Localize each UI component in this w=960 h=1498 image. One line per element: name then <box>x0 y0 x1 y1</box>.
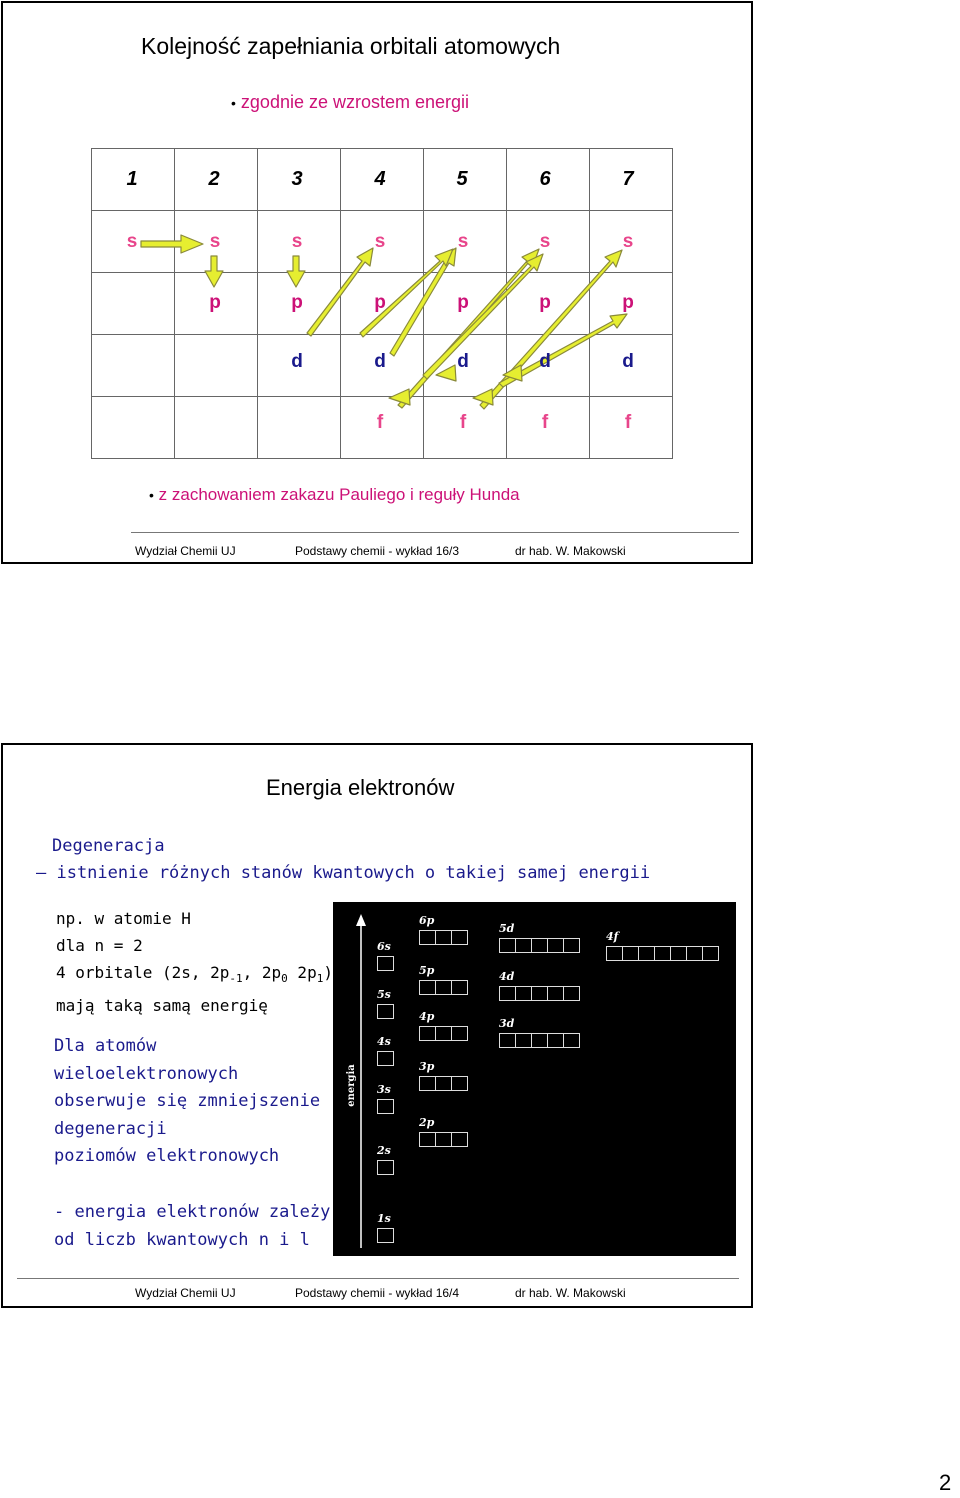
level-2p-box-3 <box>451 1132 468 1147</box>
orb-4p: p <box>374 292 386 313</box>
level-3d-box-5 <box>563 1033 580 1048</box>
level-1s-label: 1s <box>377 1212 391 1225</box>
sub-minus1: -1 <box>229 972 243 986</box>
level-4d-box-5 <box>563 986 580 1001</box>
orb-5p: p <box>457 292 469 313</box>
example-line-4: mają taką samą energię <box>56 996 268 1016</box>
orb-4f: f <box>376 412 384 433</box>
level-6p-box-3 <box>451 930 468 945</box>
footer-rule <box>17 1278 739 1279</box>
col-header-4: 4 <box>374 168 386 190</box>
bullet-dot: • <box>149 487 154 503</box>
level-3s-box <box>377 1099 394 1114</box>
page-number: 2 <box>939 1470 952 1495</box>
level-3p-box-3 <box>451 1076 468 1091</box>
level-5d-box-5 <box>563 938 580 953</box>
orb-6s: s <box>539 231 551 252</box>
level-4d-box-4 <box>547 986 564 1001</box>
sub-1: 1 <box>316 972 324 986</box>
level-3p-box-1 <box>419 1076 436 1091</box>
level-5d-box-2 <box>515 938 532 953</box>
bullet-energy-text: zgodnie ze wzrostem energii <box>240 92 470 112</box>
orb-4d: d <box>374 351 386 372</box>
dependency-block <box>54 1199 330 1254</box>
arrow-2s-2p <box>205 256 223 287</box>
example-block <box>56 905 333 1019</box>
level-5d-label: 5d <box>499 922 515 935</box>
level-4d-box-1 <box>499 986 516 1001</box>
level-6p-label: 6p <box>419 914 435 927</box>
multi-line-5: poziomów elektronowych <box>54 1146 280 1166</box>
level-4f-box-4 <box>654 946 671 961</box>
orb-6f: f <box>541 412 549 433</box>
bullet-pauli-text: z zachowaniem zakazu Pauliego i reguły Hunda <box>158 485 520 504</box>
level-4f-box-3 <box>638 946 655 961</box>
level-3d-label: 3d <box>499 1017 515 1030</box>
level-4d-box-2 <box>515 986 532 1001</box>
level-2s-label: 2s <box>377 1144 391 1157</box>
example-line-3-a: 4 orbitale (2s, 2p <box>56 963 230 982</box>
orb-3s: s <box>291 231 303 252</box>
level-3d-box-1 <box>499 1033 516 1048</box>
level-4p-label: 4p <box>419 1010 435 1023</box>
example-line-3-b: , 2p <box>242 963 282 982</box>
level-4f-box-6 <box>686 946 703 961</box>
level-2p-box-2 <box>435 1132 452 1147</box>
level-1s-box <box>377 1228 394 1243</box>
level-4d-box-3 <box>531 986 548 1001</box>
level-2p-label: 2p <box>419 1116 435 1129</box>
level-5d-box-4 <box>547 938 564 953</box>
footer-right: dr hab. W. Makowski <box>515 544 626 558</box>
col-header-5: 5 <box>456 168 468 190</box>
multi-line-4: degeneracji <box>54 1118 167 1139</box>
level-2p-box-1 <box>419 1132 436 1147</box>
level-4f-label: 4f <box>606 930 619 943</box>
footer-center: Podstawy chemii - wykład 16/3 <box>295 544 460 558</box>
level-3p-box-2 <box>435 1076 452 1091</box>
level-6p-box-2 <box>435 930 452 945</box>
footer-left: Wydział Chemii UJ <box>135 1286 236 1300</box>
bullet-pauli <box>149 485 520 505</box>
slide-1 <box>1 1 753 564</box>
level-3d-box-3 <box>531 1033 548 1048</box>
level-5s-label: 5s <box>377 988 391 1001</box>
level-5p-label: 5p <box>419 964 435 977</box>
dependency-line-2: od liczb kwantowych n i l <box>54 1229 310 1250</box>
orb-7f: f <box>624 412 632 433</box>
level-2s-box <box>377 1160 394 1175</box>
orb-5f: f <box>459 412 467 433</box>
level-5d-box-3 <box>531 938 548 953</box>
degeneracy-heading: Degeneracja <box>52 836 165 856</box>
level-4s-label: 4s <box>377 1035 391 1048</box>
col-header-1: 1 <box>126 168 138 190</box>
level-5p-box-2 <box>435 980 452 995</box>
orb-7d: d <box>622 351 634 372</box>
orb-2s: s <box>209 231 221 252</box>
orb-4s: s <box>374 231 386 252</box>
energy-level-diagram <box>333 902 736 1256</box>
orb-7p: p <box>622 292 634 313</box>
slide-1-title: Kolejność zapełniania orbitali atomowych <box>141 33 561 59</box>
level-4s-box <box>377 1051 394 1066</box>
example-line-3-c: 2p <box>287 963 317 982</box>
slide-2-title: Energia elektronów <box>266 775 455 800</box>
orb-3p: p <box>291 292 303 313</box>
level-4p-box-1 <box>419 1026 436 1041</box>
col-header-2: 2 <box>208 168 220 190</box>
level-5s-box <box>377 1004 394 1019</box>
example-line-3-d: ) <box>323 963 333 982</box>
level-4f-box-7 <box>702 946 719 961</box>
footer-rule <box>131 532 739 533</box>
bullet-dot: • <box>231 95 236 111</box>
level-6p-box-1 <box>419 930 436 945</box>
multi-line-2: wieloelektronowych <box>54 1063 239 1084</box>
orb-3d: d <box>291 351 303 372</box>
level-4p-box-3 <box>451 1026 468 1041</box>
level-3d-box-4 <box>547 1033 564 1048</box>
example-line-2: dla n = 2 <box>56 936 143 955</box>
orb-5d: d <box>457 351 469 372</box>
level-5d-box-1 <box>499 938 516 953</box>
level-5p-box-1 <box>419 980 436 995</box>
footer-left: Wydział Chemii UJ <box>135 544 236 558</box>
orb-7s: s <box>622 231 634 252</box>
arrow-3p-4s <box>307 248 373 336</box>
slide-2 <box>1 743 753 1308</box>
level-6s-label: 6s <box>377 940 391 953</box>
level-3p-label: 3p <box>419 1060 435 1073</box>
level-4f-box-1 <box>606 946 623 961</box>
level-6s-box <box>377 956 394 971</box>
degeneracy-definition: – istnienie różnych stanów kwantowych o takiej samej energii <box>36 863 651 883</box>
level-4f-box-5 <box>670 946 687 961</box>
multi-line-1: Dla atomów <box>54 1036 157 1056</box>
orb-6p: p <box>539 292 551 313</box>
arrow-1s-2s <box>141 235 203 253</box>
energy-axis-label: energia <box>345 1064 357 1107</box>
col-header-7: 7 <box>622 168 634 190</box>
arrow-3s-3p <box>287 256 305 287</box>
orb-2p: p <box>209 292 221 313</box>
level-3s-label: 3s <box>377 1083 391 1096</box>
multi-line-3: obserwuje się zmniejszenie <box>54 1091 321 1111</box>
level-5p-box-3 <box>451 980 468 995</box>
level-4f-box-2 <box>622 946 639 961</box>
level-4d-label: 4d <box>499 970 515 983</box>
col-header-6: 6 <box>539 168 551 190</box>
col-header-3: 3 <box>291 168 303 190</box>
level-4p-box-2 <box>435 1026 452 1041</box>
multi-electron-block <box>54 1033 320 1171</box>
sub-0: 0 <box>281 972 288 986</box>
orb-1s: s <box>126 231 138 252</box>
footer-center: Podstawy chemii - wykład 16/4 <box>295 1286 460 1300</box>
example-line-3 <box>56 959 333 992</box>
example-line-1: np. w atomie H <box>56 909 191 928</box>
orb-5s: s <box>457 231 469 252</box>
dependency-line-1: - energia elektronów zależy <box>54 1202 331 1222</box>
level-3d-box-2 <box>515 1033 532 1048</box>
footer-right: dr hab. W. Makowski <box>515 1286 626 1300</box>
orb-6d: d <box>539 351 551 372</box>
filling-order-arrows <box>3 3 753 563</box>
